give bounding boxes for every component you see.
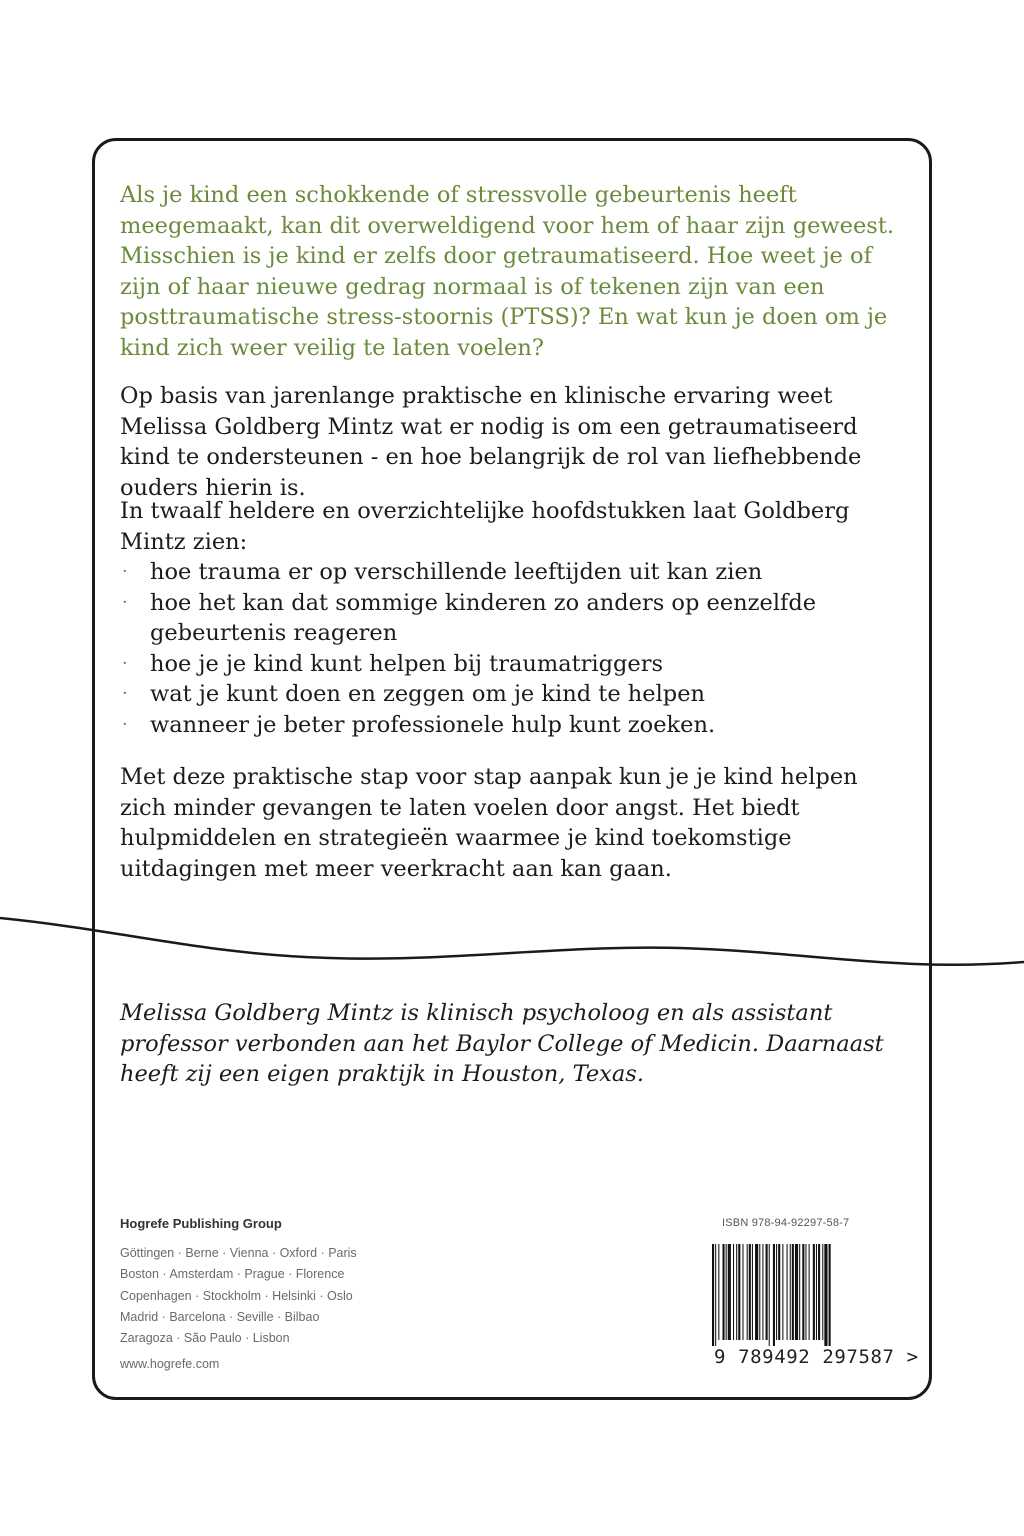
- approach-paragraph: Met deze praktische stap voor stap aanpak kun je je kind helpen zich minder gevangen te laten voelen door angst. Het biedt hulpmiddelen en strategieën waarmee je kind toekomstige uitdagingen met meer veerkracht aan kan gaan.: [120, 764, 858, 882]
- bullet-icon: ·: [122, 713, 128, 735]
- city-line: Copenhagen · Stockholm · Helsinki · Oslo: [120, 1288, 353, 1303]
- experience-paragraph: Op basis van jarenlange praktische en klinische ervaring weet Melissa Goldberg Mintz wat er nodig is om een getraumatiseerd kind te ondersteunen - en hoe belangrijk de rol van liefhebbende ouders hierin is.: [120, 383, 862, 501]
- publisher-block: [120, 1216, 357, 1371]
- chapters-intro: In twaalf heldere en overzichtelijke hoofdstukken laat Goldberg Mintz zien:: [120, 498, 850, 555]
- intro-paragraph: Als je kind een schokkende of stressvolle gebeurtenis heeft meegemaakt, kan dit overweldigend voor hem of haar zijn geweest. Misschien is je kind er zelfs door getraumatiseerd. Hoe weet je of zijn of haar nieuwe gedrag normaal is of tekenen zijn van een posttraumatische stress-stoornis (PTSS)? En wat kun je doen om je kind zich weer veilig te laten voelen?: [120, 182, 895, 361]
- barcode-icon: [710, 1244, 896, 1346]
- author-bio: Melissa Goldberg Mintz is klinisch psycholoog en als assistant professor verbonden aan het Baylor College of Medicin. Daarnaast heeft zij een eigen praktijk in Houston, Texas.: [120, 1000, 884, 1087]
- bullet-icon: ·: [122, 683, 128, 704]
- list-item: · wat je kunt doen en zeggen om je kind te helpen: [120, 679, 880, 710]
- publisher-cities: [120, 1243, 357, 1349]
- city-line: Göttingen · Berne · Vienna · Oxford · Paris: [120, 1246, 357, 1260]
- list-item: · wanneer je beter professionele hulp kunt zoeken.: [120, 710, 880, 741]
- publisher-name: Hogrefe Publishing Group: [120, 1216, 282, 1231]
- city-line: Madrid · Barcelona · Seville · Bilbao: [120, 1309, 320, 1324]
- publisher-url: www.hogrefe.com: [120, 1357, 220, 1372]
- list-item: · hoe trauma er op verschillende leeftijden uit kan zien: [120, 557, 880, 588]
- chapter-topic-list: [120, 557, 880, 740]
- city-line: Zaragoza · São Paulo · Lisbon: [120, 1331, 290, 1346]
- bullet-icon: ·: [122, 591, 128, 613]
- wave-divider: [0, 900, 1024, 990]
- isbn-label: ISBN 978-94-92297-58-7: [722, 1217, 850, 1229]
- city-line: Boston · Amsterdam · Prague · Florence: [120, 1267, 345, 1282]
- bullet-icon: ·: [122, 652, 128, 674]
- list-item: · hoe het kan dat sommige kinderen zo anders op eenzelfde gebeurtenis reageren: [122, 589, 817, 646]
- list-item: · hoe je je kind kunt helpen bij traumatriggers: [120, 649, 880, 680]
- bullet-icon: ·: [122, 561, 128, 582]
- barcode-digits: 9 789492 297587 >: [714, 1346, 919, 1368]
